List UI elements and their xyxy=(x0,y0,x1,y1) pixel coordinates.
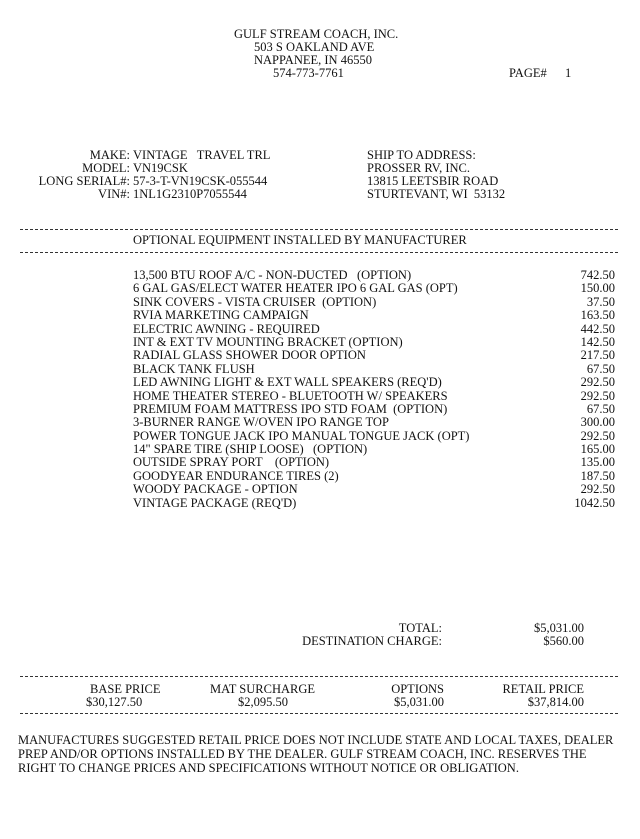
equipment-description: OUTSIDE SPRAY PORT (OPTION) xyxy=(133,455,330,470)
equipment-price: 217.50 xyxy=(580,348,615,363)
equipment-list xyxy=(133,269,615,510)
model-label: MODEL: xyxy=(82,161,130,175)
equipment-row xyxy=(133,483,615,496)
equipment-row xyxy=(133,269,615,282)
equipment-price: 292.50 xyxy=(580,482,615,497)
options-value: $5,031.00 xyxy=(394,695,444,709)
destination-label: DESTINATION CHARGE: xyxy=(302,634,442,648)
equipment-description: GOODYEAR ENDURANCE TIRES (2) xyxy=(133,468,339,483)
company-city: NAPPANEE, IN 46550 xyxy=(254,53,372,67)
equipment-description: 14" SPARE TIRE (SHIP LOOSE) (OPTION) xyxy=(133,442,368,457)
equipment-price: 742.50 xyxy=(580,268,615,282)
page-number: 1 xyxy=(565,66,572,80)
equipment-description: SINK COVERS - VISTA CRUISER (OPTION) xyxy=(133,294,377,309)
section-title: OPTIONAL EQUIPMENT INSTALLED BY MANUFACTURER xyxy=(133,233,467,247)
make-value: VINTAGE TRAVEL TRL xyxy=(133,148,271,162)
equipment-row xyxy=(133,323,615,336)
serial-label: LONG SERIAL#: xyxy=(38,174,130,188)
company-name: GULF STREAM COACH, INC. xyxy=(234,27,399,41)
equipment-row xyxy=(133,336,615,349)
equipment-description: PREMIUM FOAM MATTRESS IPO STD FOAM (OPTION) xyxy=(133,401,448,416)
divider xyxy=(20,252,618,253)
mat-surcharge-label: MAT SURCHARGE xyxy=(210,682,315,696)
equipment-row xyxy=(133,349,615,362)
equipment-price: 142.50 xyxy=(580,334,615,349)
equipment-price: 67.50 xyxy=(586,401,615,416)
ship-to-city: STURTEVANT, WI 53132 xyxy=(367,187,506,201)
make-label: MAKE: xyxy=(89,148,130,162)
equipment-row xyxy=(133,416,615,429)
equipment-price: 163.50 xyxy=(580,308,615,323)
disclaimer-text: MANUFACTURES SUGGESTED RETAIL PRICE DOES NOT INCLUDE STATE AND LOCAL TAXES, DEALER PREP AND/OR OPTIONS INSTALLED BY THE DEALER. GULF STREAM COACH, INC. RESERVES THE RIGHT TO CHANGE PRICES AND SPECIFICATIONS WITHOUT NOTICE OR OBLIGATION. xyxy=(18,733,614,775)
equipment-row xyxy=(133,390,615,403)
equipment-price: 135.00 xyxy=(580,455,615,470)
equipment-row xyxy=(133,443,615,456)
divider xyxy=(20,676,618,677)
equipment-row xyxy=(133,296,615,309)
serial-value: 57-3-T-VN19CSK-055544 xyxy=(133,174,268,188)
equipment-row xyxy=(133,282,615,295)
ship-to-name: PROSSER RV, INC. xyxy=(367,161,470,175)
equipment-row xyxy=(133,309,615,322)
equipment-description: 6 GAL GAS/ELECT WATER HEATER IPO 6 GAL GAS (OPT) xyxy=(133,281,458,296)
equipment-description: RVIA MARKETING CAMPAIGN xyxy=(133,308,309,323)
equipment-description: 3-BURNER RANGE W/OVEN IPO RANGE TOP xyxy=(133,415,389,430)
equipment-row xyxy=(133,363,615,376)
vin-value: 1NL1G2310P7055544 xyxy=(133,187,247,201)
equipment-description: HOME THEATER STEREO - BLUETOOTH W/ SPEAKERS xyxy=(133,388,448,403)
equipment-description: INT & EXT TV MOUNTING BRACKET (OPTION) xyxy=(133,334,403,349)
page-label: PAGE# xyxy=(509,66,547,80)
mat-surcharge-value: $2,095.50 xyxy=(238,695,288,709)
equipment-price: 187.50 xyxy=(580,468,615,483)
equipment-price: 292.50 xyxy=(580,428,615,443)
equipment-description: LED AWNING LIGHT & EXT WALL SPEAKERS (REQ'D) xyxy=(133,375,442,390)
retail-price-value: $37,814.00 xyxy=(527,695,584,709)
equipment-price: 165.00 xyxy=(580,442,615,457)
divider xyxy=(20,713,618,714)
equipment-price: 442.50 xyxy=(580,321,615,336)
equipment-price: 150.00 xyxy=(580,281,615,296)
options-label: OPTIONS xyxy=(391,682,444,696)
destination-value: $560.00 xyxy=(543,634,584,648)
company-phone: 574-773-7761 xyxy=(273,66,344,80)
equipment-description: 13,500 BTU ROOF A/C - NON-DUCTED (OPTION) xyxy=(133,268,412,282)
model-value: VN19CSK xyxy=(133,161,188,175)
equipment-description: RADIAL GLASS SHOWER DOOR OPTION xyxy=(133,348,366,363)
divider xyxy=(20,229,618,230)
equipment-price: 67.50 xyxy=(586,361,615,376)
equipment-description: ELECTRIC AWNING - REQUIRED xyxy=(133,321,320,336)
equipment-description: BLACK TANK FLUSH xyxy=(133,361,255,376)
retail-price-label: RETAIL PRICE xyxy=(502,682,584,696)
equipment-description: VINTAGE PACKAGE (REQ'D) xyxy=(133,495,297,510)
equipment-row xyxy=(133,376,615,389)
equipment-row xyxy=(133,497,615,510)
equipment-description: POWER TONGUE JACK IPO MANUAL TONGUE JACK (OPT) xyxy=(133,428,470,443)
vin-label: VIN#: xyxy=(98,187,130,201)
equipment-row xyxy=(133,430,615,443)
equipment-price: 292.50 xyxy=(580,388,615,403)
base-price-label: BASE PRICE xyxy=(90,682,161,696)
total-label: TOTAL: xyxy=(398,621,442,635)
total-value: $5,031.00 xyxy=(534,621,584,635)
equipment-description: WOODY PACKAGE - OPTION xyxy=(133,482,298,497)
equipment-row xyxy=(133,403,615,416)
equipment-row xyxy=(133,456,615,469)
company-street: 503 S OAKLAND AVE xyxy=(254,40,375,54)
equipment-price: 1042.50 xyxy=(574,495,615,510)
equipment-price: 300.00 xyxy=(580,415,615,430)
equipment-price: 37.50 xyxy=(586,294,615,309)
base-price-value: $30,127.50 xyxy=(86,695,143,709)
ship-to-street: 13815 LEETSBIR ROAD xyxy=(367,174,499,188)
ship-to-label: SHIP TO ADDRESS: xyxy=(367,148,476,162)
equipment-price: 292.50 xyxy=(580,375,615,390)
equipment-row xyxy=(133,470,615,483)
